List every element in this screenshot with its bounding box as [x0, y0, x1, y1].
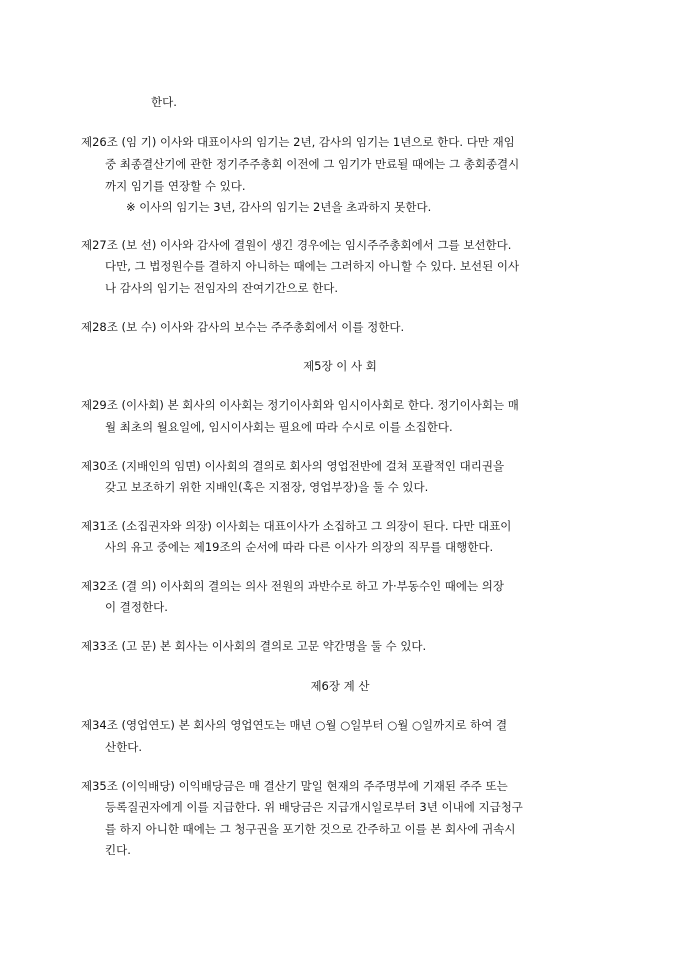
article-32-line: 이 결정한다. — [105, 600, 168, 614]
article-35-line: 를 하지 아니한 때에는 그 청구권을 포기한 것으로 간주하고 이를 본 회사에 귀속시 — [105, 822, 516, 836]
article-35-line: 킨다. — [105, 843, 131, 857]
article-26-title-line: 제26조 (임 기) 이사와 대표이사의 임기는 2년, 감사의 임기는 1년으로 한다. 다만 재임 — [81, 135, 515, 149]
article-26-line: 까지 임기를 연장할 수 있다. — [105, 179, 246, 193]
article-34-line: 산한다. — [105, 740, 142, 754]
article-30-title-line: 제30조 (지배인의 임면) 이사회의 결의로 회사의 영업전반에 걸쳐 포괄적인 대리권을 — [81, 459, 505, 473]
article-29-title-line: 제29조 (이사회) 본 회사의 이사회는 정기이사회와 임시이사회로 한다. 정기이사회는 매 — [81, 398, 519, 412]
article-27-line: 나 감사의 임기는 전임자의 잔여기간으로 한다. — [105, 281, 339, 295]
article-35-title-line: 제35조 (이익배당) 이익배당금은 매 결산기 말일 현재의 주주명부에 기재된 주주 또는 — [81, 779, 508, 793]
article-31-title-line: 제31조 (소집권자와 의장) 이사회는 대표이사가 소집하고 그 의장이 된다. 다만 대표이 — [81, 519, 512, 533]
chapter-6-heading: 제6장 계 산 — [310, 679, 370, 693]
article-30-line: 갖고 보조하기 위한 지배인(혹은 지점장, 영업부장)을 둘 수 있다. — [105, 480, 429, 494]
article-26-line: 중 최종결산기에 관한 정기주주총회 이전에 그 임기가 만료될 때에는 그 총회종결시 — [105, 157, 520, 171]
text-line: 한다. — [151, 95, 177, 109]
article-33-title-line: 제33조 (고 문) 본 회사는 이사회의 결의로 고문 약간명을 둘 수 있다. — [81, 639, 427, 653]
article-28-title-line: 제28조 (보 수) 이사와 감사의 보수는 주주총회에서 이를 정한다. — [81, 320, 405, 334]
chapter-5-heading: 제5장 이 사 회 — [303, 359, 377, 373]
article-31-line: 사의 유고 중에는 제19조의 순서에 따라 다른 이사가 의장의 직무를 대행한다. — [105, 540, 494, 554]
article-32-title-line: 제32조 (결 의) 이사회의 결의는 의사 전원의 과반수로 하고 가·부동수인 때에는 의장 — [81, 579, 504, 593]
article-26-note: ※ 이사의 임기는 3년, 감사의 임기는 2년을 초과하지 못한다. — [126, 200, 432, 214]
article-27-line: 다만, 그 법정원수를 결하지 아니하는 때에는 그러하지 아니할 수 있다. 보선된 이사 — [105, 259, 520, 273]
article-29-line: 월 최초의 월요일에, 임시이사회는 필요에 따라 수시로 이를 소집한다. — [105, 420, 453, 434]
article-35-line: 등록질권자에게 이를 지급한다. 위 배당금은 지급개시일로부터 3년 이내에 지급청구 — [105, 800, 523, 814]
article-27-title-line: 제27조 (보 선) 이사와 감사에 결원이 생긴 경우에는 임시주주총회에서 그를 보선한다. — [81, 238, 512, 252]
article-34-title-line: 제34조 (영업연도) 본 회사의 영업연도는 매년 ○월 ○일부터 ○월 ○일까지로 하여 결 — [81, 718, 508, 732]
